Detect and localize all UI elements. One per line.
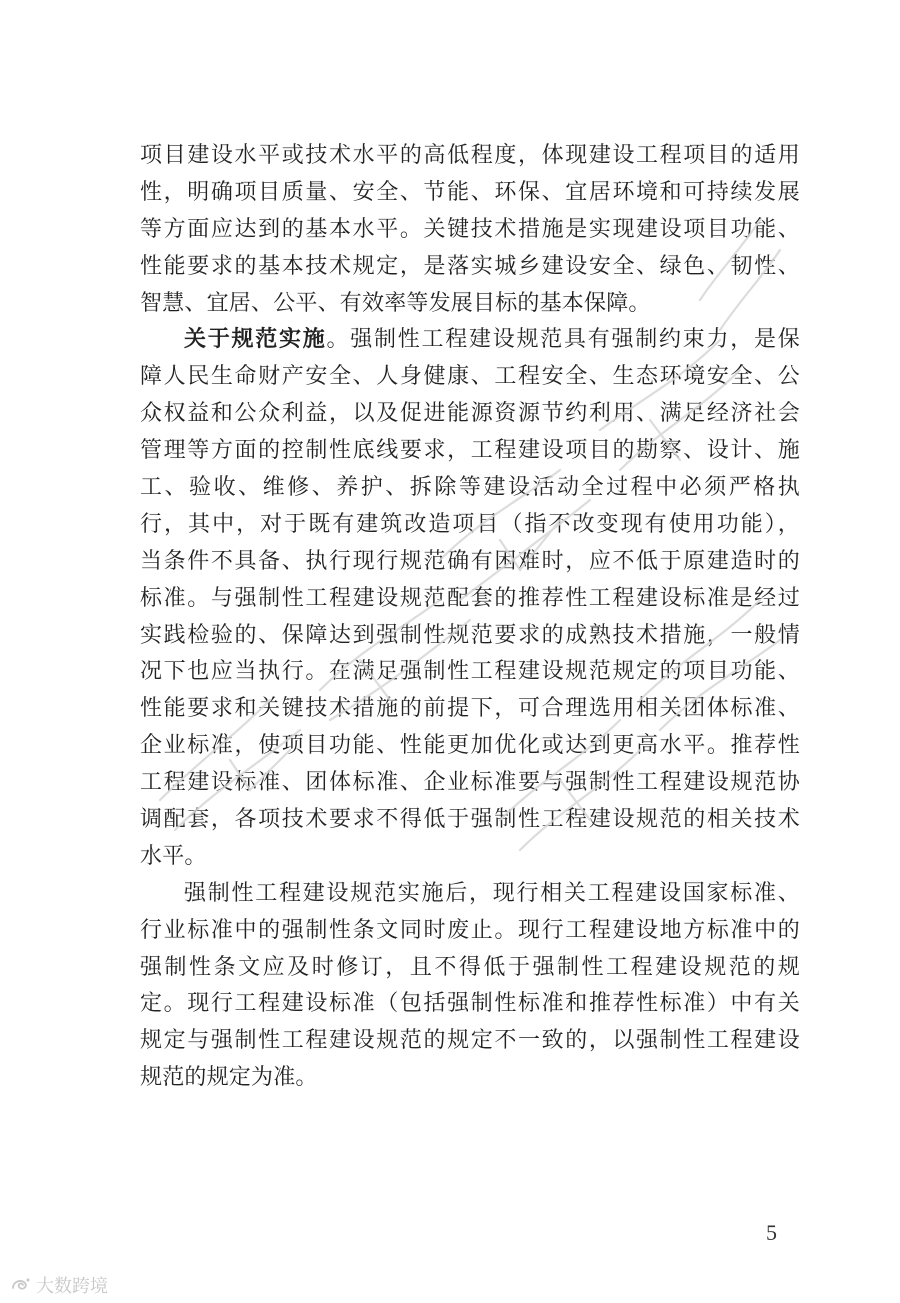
text-line: 等方面应达到的基本水平。关键技术措施是实现建设项目功能、 — [140, 216, 800, 242]
text-line: 众权益和公众利益，以及促进能源资源节约利用、满足经济社会 — [140, 401, 800, 427]
text-line: 性，明确项目质量、安全、节能、环保、宜居环境和可持续发展 — [140, 179, 800, 205]
text-line: 标准。与强制性工程建设规范配套的推荐性工程建设标准是经过 — [140, 585, 800, 611]
text-line: 定。现行工程建设标准（包括强制性标准和推荐性标准）中有关 — [140, 991, 800, 1017]
text-line: 工程建设标准、团体标准、企业标准要与强制性工程建设规范协 — [140, 770, 800, 796]
text-line: 智慧、宜居、公平、有效率等发展目标的基本保障。 — [140, 290, 651, 316]
text-line: 强制性条文应及时修订，且不得低于强制性工程建设规范的规 — [140, 954, 800, 980]
text-line: 项目建设水平或技术水平的高低程度，体现建设工程项目的适用 — [140, 143, 800, 168]
text-line: 当条件不具备、执行现行规范确有困难时，应不低于原建造时的 — [140, 548, 800, 574]
paragraph-lead-heading: 关于规范实施 — [184, 327, 327, 353]
paragraph-first-line: 强制性工程建设规范实施后，现行相关工程建设国家标准、 — [184, 880, 800, 906]
brand-label: 大数跨境 — [36, 1276, 108, 1297]
text-line: 管理等方面的控制性底线要求，工程建设项目的勘察、设计、施 — [140, 438, 800, 464]
paragraph-first-line — [140, 322, 800, 359]
text-line: 企业标准，使项目功能、性能更加优化或达到更高水平。推荐性 — [140, 733, 800, 759]
text-line: 性能要求的基本技术规定，是落实城乡建设安全、绿色、韧性、 — [140, 253, 800, 279]
text-line: 规定与强制性工程建设规范的规定不一致的，以强制性工程建设 — [140, 1028, 800, 1054]
text-line: 调配套，各项技术要求不得低于强制性工程建设规范的相关技术 — [140, 807, 800, 833]
text-line: 性能要求和关键技术措施的前提下，可合理选用相关团体标准、 — [140, 696, 800, 722]
text-line: 工、验收、维修、养护、拆除等建设活动全过程中必须严格执 — [140, 475, 800, 501]
text-line: 水平。 — [140, 843, 207, 869]
page-number: 5 — [766, 1220, 777, 1245]
body-text — [140, 138, 800, 1097]
text-line: 行业标准中的强制性条文同时废止。现行工程建设地方标准中的 — [140, 917, 800, 943]
corner-brand — [10, 1272, 108, 1298]
text-line-rest: 。强制性工程建设规范具有强制约束力，是保 — [326, 327, 800, 353]
brand-swirl-icon — [10, 1276, 32, 1294]
text-line: 规范的规定为准。 — [140, 1065, 318, 1091]
text-line: 障人民生命财产安全、人身健康、工程安全、生态环境安全、公 — [140, 364, 800, 390]
text-line: 实践检验的、保障达到强制性规范要求的成熟技术措施，一般情 — [140, 622, 800, 648]
text-line: 行，其中，对于既有建筑改造项目（指不改变现有使用功能）， — [140, 511, 800, 537]
text-line: 况下也应当执行。在满足强制性工程建设规范规定的项目功能、 — [140, 659, 800, 685]
